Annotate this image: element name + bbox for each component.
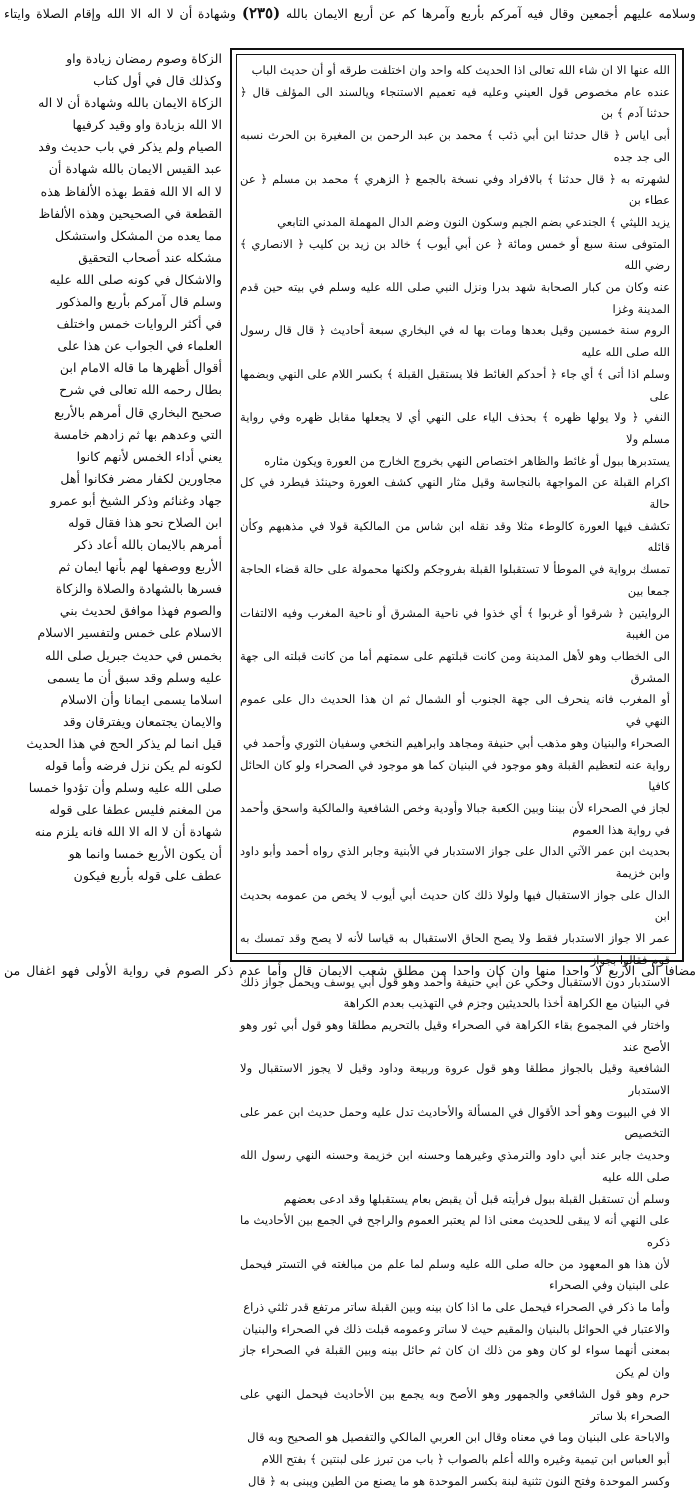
header-line	[4, 2, 696, 46]
page-number: (٢٣٥)	[241, 4, 281, 22]
marginal-commentary-text: الزكاة وصوم رمضان زيادة واو وكذلك قال في أول كتاب الزكاة الايمان بالله وشهادة أن لا اله الا الله بزيادة واو وقيد كرفيها الصيام ولم يذكر في باب حديث وفد عبد القيس الايمان بالله شهادة أن لا اله الا الله فقط بهذه الألفاظ هذه القطعة في الصحيحين وهذه الألفاظ مما يعده من المشكل واستشكل مشكله عند أصحاب التحقيق والاشكال في كونه صلى الله عليه وسلم قال آمركم بأربع والمذكور في أكثر الروايات خمس واختلف العلماء في الجواب عن هذا على أقوال أظهرها ما قاله الامام ابن بطال رحمه الله تعالى في شرح صحيح البخاري قال أمرهم بالأربع التي وعدهم بها ثم زادهم خامسة يعني أداء الخمس لأنهم كانوا مجاورين لكفار مضر فكانوا أهل جهاد وغنائم وذكر الشيخ أبو عمرو ابن الصلاح نحو هذا فقال قوله أمرهم بالايمان بالله أعاد ذكر الأربع ووصفها لهم بأنها ايمان ثم فسرها بالشهادة والصلاة والزكاة والصوم فهذا موافق لحديث بني الاسلام على خمس ولتفسير الاسلام بخمس في حديث جبريل صلى الله عليه وسلم وقد سبق أن ما يسمى اسلاما يسمى ايمانا وأن الاسلام والايمان يجتمعان ويفترقان وقد قيل انما لم يذكر الحج في هذا الحديث لكونه لم يكن نزل فرضه وأما قوله صلى الله عليه وسلم وأن تؤدوا خمسا من المغنم فليس عطفا على قوله شهادة أن لا اله الا الله فانه يلزم منه أن يكون الأربع خمسا وانما هو عطف على قوله بأربع فيكون	[26, 51, 222, 884]
main-commentary-text: الله عنها الا ان شاء الله تعالى اذا الحديث كله واحد وان اختلفت طرقه أو أن حديث الباب عنده عام مخصوص قول العيني وعليه فيه تعميم الاستنجاء ويالسند الى المؤلف قال ﴿ حدثنا آدم ﴾ بن أبى اياس ﴿ قال حدثنا ابن أبي ذئب ﴾ محمد بن عبد الرحمن بن المغيرة بن الحرث نسبه الى جد جده لشهرته به ﴿ قال حدثنا ﴾ بالافراد وفي نسخة بالجمع ﴿ الزهري ﴾ محمد بن مسلم ﴿ عن عطاء بن يزيد الليثي ﴾ الجندعي بضم الجيم وسكون النون وضم الدال المهملة المدني التابعي المتوفى سنة سبع أو خمس ومائة ﴿ عن أبي أيوب ﴾ خالد بن زيد بن كليب ﴿ الانصاري ﴾ رضي الله عنه وكان من كبار الصحابة شهد بدرا ونزل النبي صلى الله عليه وسلم في بيته حين قدم المدينة وغزا الروم سنة خمسين وقيل بعدها ومات بها له في البخاري سبعة أحاديث ﴿ قال قال رسول الله صلى الله عليه وسلم اذا أتى ﴾ أي جاء ﴿ أحدكم الغائط فلا يستقبل القبلة ﴾ بكسر اللام على النهي وبضمها على النفي ﴿ ولا يولها ظهره ﴾ بحذف الياء على النهي أي لا يجعلها مقابل ظهره وفي رواية مسلم ولا يستدبرها ببول أو غائط والظاهر اختصاص النهي بخروج الخارج من العورة ويكون مثاره اكرام القبلة عن المواجهة بالنجاسة وقيل مثار النهي كشف العورة وحينئذ فيطرد في كل حالة تكشف فيها العورة كالوطء مثلا وقد نقله ابن شاس من المالكية قولا في مذهبهم وكأن قائله تمسك برواية في الموطأ لا تستقبلوا القبلة بفروجكم ولكنها محمولة على حالة قضاء الحاجة جمعا بين الروايتين ﴿ شرقوا أو غربوا ﴾ أي خذوا في ناحية المشرق أو ناحية المغرب وفيه الالتفات من الغيبة الى الخطاب وهو لأهل المدينة ومن كانت قبلتهم على سمتهم أما من كانت قبلته الى جهة المشرق أو المغرب فانه ينحرف الى جهة الجنوب أو الشمال ثم ان هذا الحديث دال على عموم النهي في الصحراء والبنيان وهو مذهب أبي حنيفة ومجاهد وابراهيم النخعي وسفيان الثوري وأحمد في رواية عنه لتعظيم القبلة وهو موجود في البنيان كما هو موجود في الصحراء ولو كان الحائل كافيا لجاز في الصحراء لأن بيننا وبين الكعبة جبالا وأودية وخص الشافعية والمالكية واسحق وأحمد في رواية هذا العموم بحديث ابن عمر الآتي الدال على جواز الاستدبار في الأبنية وجابر الذي رواه أحمد وأبو داود وابن خزيمة الدال على جواز الاستقبال فيها ولولا ذلك كان حديث أبي أيوب لا يخص من عمومه بحديث ابن عمر الا جواز الاستدبار فقط ولا يصح الحاق الاستقبال به قياسا لأنه لا يصح وقد تمسك به قوم فقالوا بجواز الاستدبار دون الاستقبال وحكي عن أبي حنيفة وأحمد وهو قول أبي يوسف ويحمل جواز ذلك في البنيان مع الكراهة أخذا بالحديثين وجزم في التهذيب بعدم الكراهة واختار في المجموع بقاء الكراهة في الصحراء وقيل بالتحريم مطلقا وهو قول أبي ثور وهو الأصح عند الشافعية وقيل بالجواز مطلقا وهو قول عروة وربيعة وداود وقيل لا يجوز الاستقبال ولا الاستدبار الا في البيوت وهو أحد الأقوال في المسألة والأحاديث تدل عليه وحمل حديث ابن عمر على التخصيص وحديث جابر عند أبي داود والترمذي وغيرهما وحسنه ابن خزيمة وحسنه النهي رسول الله صلى الله عليه وسلم أن تستقبل القبلة ببول فرأيته قبل أن يقبض بعام يستقبلها وقد ادعى بعضهم على النهي أنه لا يبقى للحديث معنى اذا لم يعتبر العموم والراجح في الجمع بين الأحاديث ما ذكره لأن هذا هو المعهود من حاله صلى الله عليه وسلم لما علم من مبالغته في التستر فيحمل على البنيان وفي الصحراء وأما ما ذكر في الصحراء فيحمل على ما اذا كان بينه وبين القبلة ساتر مرتفع قدر ثلثي ذراع والاعتبار في الحوائل بالبنيان والمقيم حيث لا ساتر وعمومه قبلت ذلك في الصحراء والبنيان بمعنى أنهما سواء لو كان وهو من ذلك ان كان ثم حائل بينه وبين القبلة في الصحراء جاز وان لم يكن حرم وهو قول الشافعي والجمهور وهو الأصح وبه يجمع بين الأحاديث فيحمل النهي على الصحراء بلا ساتر والاباحة على البنيان وما في معناه وقال ابن العربي المالكي والتفصيل هو الصحيح وبه قال أبو العباس ابن تيمية وغيره والله أعلم بالصواب ﴿ باب من تبرز على لبنتين ﴾ بفتح اللام وكسر الموحدة وفتح النون تثنية لبنة بكسر الموحدة هو ما يصنع من الطين ويبنى به ﴿ قال	[240, 63, 670, 1488]
header-text-before-number: وسلامه عليهم أجمعين وقال فيه آمركم بأربع وآمرها كم عن أربع الايمان بالله	[285, 6, 696, 21]
header-text-after-number: وشهادة أن لا اله الا الله وإقام الصلاة وايتاء	[4, 6, 237, 21]
footer-line: مضافا الى الأربع لا واحدا منها وان كان واحدا من مطلق شعب الايمان قال وأما عدم ذكر الصوم في رواية الأولى فهو اغفال من	[4, 963, 696, 978]
